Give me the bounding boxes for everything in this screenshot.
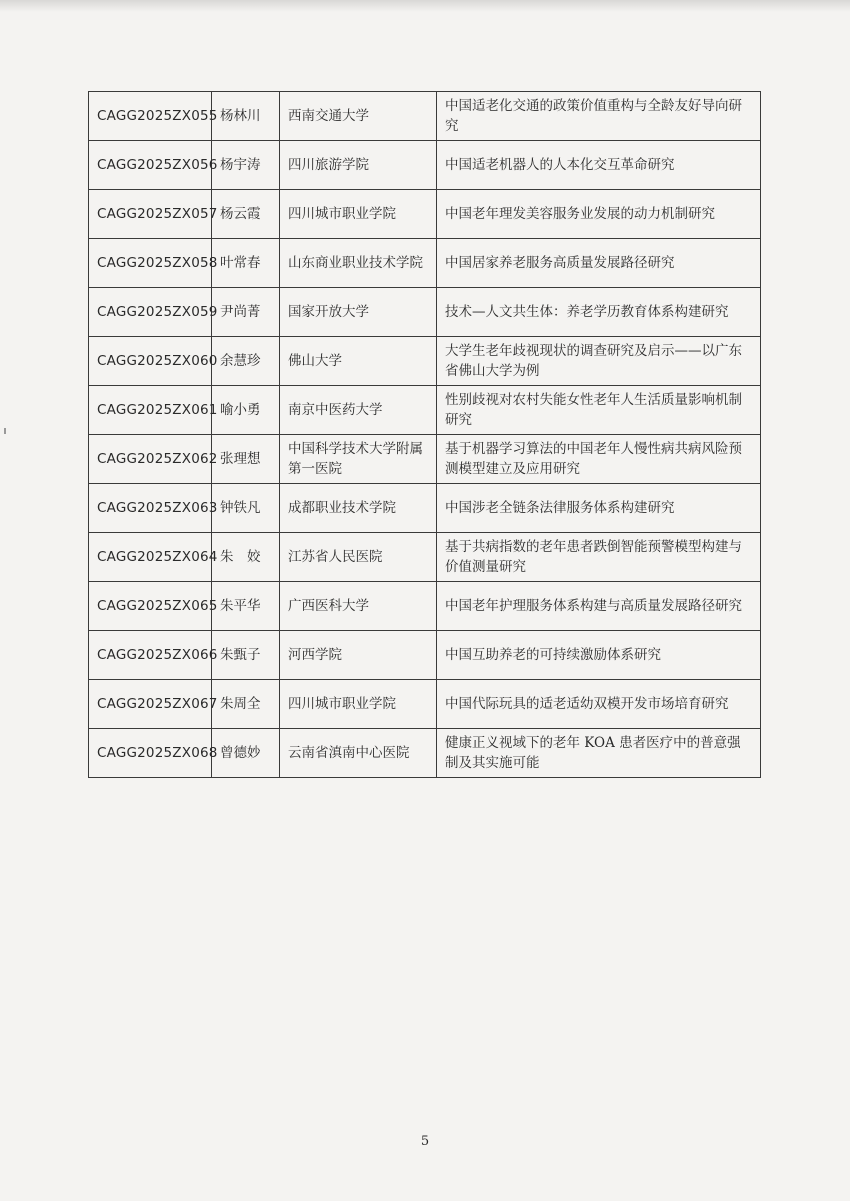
project-table-body <box>89 92 761 778</box>
applicant-name-cell: 杨宇涛 <box>212 141 280 190</box>
table-row <box>89 533 761 582</box>
project-code-cell: CAGG2025ZX061 <box>89 386 212 435</box>
applicant-name-cell: 朱甄子 <box>212 631 280 680</box>
project-code-cell: CAGG2025ZX063 <box>89 484 212 533</box>
table-row <box>89 484 761 533</box>
project-topic-cell: 中国居家养老服务高质量发展路径研究 <box>437 239 761 288</box>
project-code-cell: CAGG2025ZX060 <box>89 337 212 386</box>
project-topic-cell: 中国代际玩具的适老适幼双模开发市场培育研究 <box>437 680 761 729</box>
project-code-cell: CAGG2025ZX066 <box>89 631 212 680</box>
institution-cell: 中国科学技术大学附属第一医院 <box>280 435 437 484</box>
institution-cell: 云南省滇南中心医院 <box>280 729 437 778</box>
project-code-cell: CAGG2025ZX058 <box>89 239 212 288</box>
table-row <box>89 141 761 190</box>
applicant-name-cell: 朱 姣 <box>212 533 280 582</box>
project-code-cell: CAGG2025ZX059 <box>89 288 212 337</box>
project-topic-cell: 中国涉老全链条法律服务体系构建研究 <box>437 484 761 533</box>
applicant-name-cell: 叶常春 <box>212 239 280 288</box>
project-topic-cell: 基于机器学习算法的中国老年人慢性病共病风险预测模型建立及应用研究 <box>437 435 761 484</box>
project-code-cell: CAGG2025ZX056 <box>89 141 212 190</box>
applicant-name-cell: 喻小勇 <box>212 386 280 435</box>
table-row <box>89 435 761 484</box>
applicant-name-cell: 钟铁凡 <box>212 484 280 533</box>
project-topic-cell: 性别歧视对农村失能女性老年人生活质量影响机制研究 <box>437 386 761 435</box>
table-row <box>89 631 761 680</box>
institution-cell: 成都职业技术学院 <box>280 484 437 533</box>
project-code-cell: CAGG2025ZX068 <box>89 729 212 778</box>
project-code-cell: CAGG2025ZX055 <box>89 92 212 141</box>
table-row <box>89 680 761 729</box>
institution-cell: 国家开放大学 <box>280 288 437 337</box>
applicant-name-cell: 曾德妙 <box>212 729 280 778</box>
table-row <box>89 190 761 239</box>
applicant-name-cell: 尹尚菁 <box>212 288 280 337</box>
project-topic-cell: 中国互助养老的可持续激励体系研究 <box>437 631 761 680</box>
page-number: 5 <box>420 1134 430 1149</box>
institution-cell: 佛山大学 <box>280 337 437 386</box>
table-row <box>89 337 761 386</box>
project-topic-cell: 中国老年护理服务体系构建与高质量发展路径研究 <box>437 582 761 631</box>
project-topic-cell: 大学生老年歧视现状的调查研究及启示——以广东省佛山大学为例 <box>437 337 761 386</box>
project-code-cell: CAGG2025ZX064 <box>89 533 212 582</box>
table-row <box>89 386 761 435</box>
project-code-cell: CAGG2025ZX057 <box>89 190 212 239</box>
page-top-edge <box>0 0 850 12</box>
applicant-name-cell: 杨林川 <box>212 92 280 141</box>
project-code-cell: CAGG2025ZX065 <box>89 582 212 631</box>
table-row <box>89 729 761 778</box>
table-row <box>89 92 761 141</box>
project-topic-cell: 中国老年理发美容服务业发展的动力机制研究 <box>437 190 761 239</box>
applicant-name-cell: 余慧珍 <box>212 337 280 386</box>
institution-cell: 南京中医药大学 <box>280 386 437 435</box>
project-topic-cell: 健康正义视域下的老年 KOA 患者医疗中的普意强制及其实施可能 <box>437 729 761 778</box>
institution-cell: 西南交通大学 <box>280 92 437 141</box>
institution-cell: 江苏省人民医院 <box>280 533 437 582</box>
project-topic-cell: 中国适老机器人的人本化交互革命研究 <box>437 141 761 190</box>
institution-cell: 四川城市职业学院 <box>280 680 437 729</box>
institution-cell: 河西学院 <box>280 631 437 680</box>
project-code-cell: CAGG2025ZX062 <box>89 435 212 484</box>
project-table <box>88 91 761 778</box>
institution-cell: 广西医科大学 <box>280 582 437 631</box>
table-row <box>89 288 761 337</box>
institution-cell: 四川城市职业学院 <box>280 190 437 239</box>
table-row <box>89 239 761 288</box>
scan-speck <box>4 428 6 434</box>
applicant-name-cell: 杨云霞 <box>212 190 280 239</box>
institution-cell: 山东商业职业技术学院 <box>280 239 437 288</box>
applicant-name-cell: 朱周全 <box>212 680 280 729</box>
project-topic-cell: 中国适老化交通的政策价值重构与全龄友好导向研究 <box>437 92 761 141</box>
applicant-name-cell: 朱平华 <box>212 582 280 631</box>
table-row <box>89 582 761 631</box>
project-code-cell: CAGG2025ZX067 <box>89 680 212 729</box>
project-topic-cell: 技术—人文共生体：养老学历教育体系构建研究 <box>437 288 761 337</box>
institution-cell: 四川旅游学院 <box>280 141 437 190</box>
applicant-name-cell: 张理想 <box>212 435 280 484</box>
project-topic-cell: 基于共病指数的老年患者跌倒智能预警模型构建与价值测量研究 <box>437 533 761 582</box>
